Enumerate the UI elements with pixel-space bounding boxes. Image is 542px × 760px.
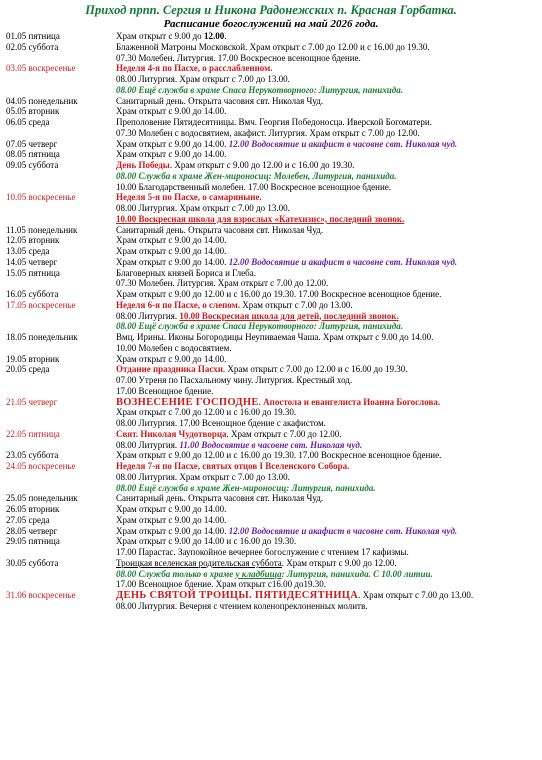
- entry-segment: . Храм открыт с 9.00 до 12.00 и с 16.00 до 19.30.: [169, 160, 355, 170]
- entry-text: [116, 429, 538, 440]
- entry-text: [116, 171, 538, 182]
- schedule-row: [6, 375, 538, 386]
- schedule-row: [6, 53, 538, 64]
- entry-segment: ДЕНЬ СВЯТОЙ ТРОИЦЫ. ПЯТИДЕСЯТНИЦА: [116, 590, 359, 601]
- entry-text: [116, 407, 538, 418]
- entry-text: [116, 569, 538, 580]
- entry-date: 06.05 среда: [6, 117, 50, 127]
- entry-text: [116, 440, 538, 451]
- entry-segment: Храм открыт с 9.00 до 14.00.: [116, 106, 227, 117]
- entry-segment: 08.00 Литургия. Храм открыт с 7.00 до 13.00.: [116, 203, 290, 213]
- schedule-row: [6, 579, 538, 590]
- entry-text: [116, 472, 538, 483]
- schedule-row: [6, 225, 538, 236]
- entry-date: 11.05 понедельник: [6, 224, 78, 235]
- entry-date: 21.05 четверг: [6, 396, 58, 407]
- entry-segment: . Храм открыт с 7.00 до 12.00.: [226, 428, 342, 439]
- entry-date: 19.05 вторник: [6, 353, 60, 364]
- entry-segment: Храм открыт с 9.00 до 12.00 и с 16.00 до 19.30. 17.00 Воскресное всенощное бдение.: [116, 450, 442, 461]
- entry-segment: у кладбища: [235, 568, 282, 579]
- parish-title: Приход прпп. Сергия и Никона Радонежских п. Красная Горбатка.: [85, 3, 457, 17]
- schedule-row: [6, 493, 538, 504]
- entry-text: [116, 42, 538, 53]
- schedule-row: [6, 526, 538, 537]
- entry-segment: Неделя 6-я по Пасхе, о слепом.: [116, 299, 240, 310]
- entry-text: [116, 160, 538, 171]
- entry-segment: 10.00 Молебен с водосвятием.: [116, 342, 232, 353]
- entry-text: [116, 257, 538, 268]
- entry-segment: .: [224, 31, 227, 41]
- schedule-list: [6, 31, 538, 612]
- entry-date: 13.05 среда: [6, 246, 50, 256]
- schedule-row: [6, 96, 538, 107]
- entry-segment: 07.00 Утреня по Пасхальному чину. Литургия. Крестный ход.: [116, 375, 353, 385]
- schedule-row: [6, 429, 538, 440]
- schedule-row: [6, 461, 538, 472]
- schedule-row: [6, 278, 538, 289]
- entry-text: [116, 235, 538, 246]
- entry-date: 18.05 понедельник: [6, 332, 78, 342]
- entry-date: 22.05 пятница: [6, 428, 60, 439]
- entry-segment: Санитарный день. Открыта часовня свт. Николая Чуд.: [116, 493, 324, 504]
- entry-segment: День Победы: [116, 160, 170, 170]
- entry-segment: Отдание праздника Пасхи: [116, 364, 223, 375]
- entry-text: [116, 515, 538, 526]
- entry-text: [116, 343, 538, 354]
- schedule-row: [6, 558, 538, 569]
- entry-text: [116, 63, 538, 74]
- schedule-row: [6, 440, 538, 451]
- schedule-row: [6, 160, 538, 171]
- schedule-row: [6, 128, 538, 139]
- schedule-row: [6, 547, 538, 558]
- schedule-row: [6, 117, 538, 128]
- entry-segment: 17.00 Всенощное бдение. Храм открыт с16.00 до19.30.: [116, 579, 327, 590]
- entry-text: [116, 375, 538, 386]
- schedule-row: [6, 63, 538, 74]
- entry-segment: 10.00 Благодарственный молебен. 17.00 Воскресное всенощное бдение.: [116, 181, 392, 192]
- entry-date: 05.05 вторник: [6, 106, 60, 117]
- entry-text: [116, 483, 538, 494]
- entry-text: [116, 364, 538, 375]
- entry-segment: 08.00 Служба только в храме: [116, 568, 236, 579]
- entry-segment: 12.00 Водосвятие и акафист в часовне свт. Николая чуд.: [228, 525, 458, 536]
- entry-segment: 08.00 Служба в храме Жен-мироносиц: Молебен, Литургия, панихида.: [116, 170, 397, 181]
- entry-segment: Санитарный день. Открыта часовня свт. Николая Чуд.: [116, 224, 324, 235]
- entry-text: [116, 214, 538, 225]
- entry-text: [116, 85, 538, 96]
- entry-text: [116, 289, 538, 300]
- schedule-row: [6, 289, 538, 300]
- entry-segment: 08.00 Литургия. Храм открыт с 7.00 до 13.00.: [116, 74, 290, 84]
- entry-segment: Благоверных князей Бориса и Глеба.: [116, 267, 256, 278]
- entry-text: [116, 558, 538, 569]
- entry-date: 23.05 суббота: [6, 450, 59, 461]
- schedule-row: [6, 31, 538, 42]
- entry-segment: : Литургия, панихида. С 10.00 литии.: [281, 568, 433, 579]
- entry-segment: Преполовение Пятидесятницы. Вмч. Георгия Победоносца. Иверской Богоматери.: [116, 117, 432, 127]
- entry-segment: 07.30 Молебен. Литургия. Храм открыт с 7.00 до 12.00.: [116, 278, 329, 289]
- entry-date: 16.05 суббота: [6, 289, 59, 299]
- schedule-row: [6, 235, 538, 246]
- schedule-row: [6, 601, 538, 612]
- entry-date: 03.05 воскресенье: [6, 63, 76, 74]
- schedule-row: [6, 332, 538, 343]
- schedule-row: [6, 268, 538, 279]
- entry-text: [116, 332, 538, 343]
- entry-text: [116, 31, 538, 42]
- schedule-row: [6, 407, 538, 418]
- entry-date: 29.05 пятница: [6, 536, 60, 547]
- schedule-row: [6, 364, 538, 375]
- entry-segment: 11.00 Водосвятие в часовне свт. Николая чуд.: [179, 439, 363, 450]
- schedule-row: [6, 504, 538, 515]
- entry-date: 01.05 пятница: [6, 31, 60, 41]
- entry-text: [116, 493, 538, 504]
- entry-segment: Свят. Николая Чудотворца: [116, 428, 227, 439]
- entry-text: [116, 418, 538, 429]
- entry-text: [116, 149, 538, 160]
- schedule-row: [6, 300, 538, 311]
- schedule-row: [6, 246, 538, 257]
- entry-segment: 08.00 Литургия. 17.00 Всенощное бдение с акафистом.: [116, 418, 326, 428]
- entry-segment: Блаженной Матроны Московской. Храм открыт с 7.00 до 12.00 и с 16.00 до 19.30.: [116, 41, 430, 52]
- entry-date: 28.05 четверг: [6, 525, 58, 536]
- entry-segment: Санитарный день. Открыта часовня свт. Николая Чуд.: [116, 95, 324, 106]
- entry-segment: 07.30 Молебен. Литургия. 17.00 Воскресное всенощное бдение.: [116, 52, 361, 63]
- entry-segment: 12.00 Водосвятие и акафист в часовне свт. Николая чуд.: [228, 256, 458, 267]
- entry-segment: Храм открыт с 9.00 до 12.00 и с 16.00 до 19.30. 17.00 Воскресное всенощное бдение.: [116, 289, 442, 299]
- entry-text: [116, 106, 538, 117]
- schedule-row: [6, 182, 538, 193]
- entry-text: [116, 300, 538, 311]
- schedule-row: [6, 450, 538, 461]
- entry-text: [116, 182, 538, 193]
- schedule-row: [6, 149, 538, 160]
- schedule-row: [6, 343, 538, 354]
- entry-segment: Вмц. Ирины. Иконы Богородицы Неупиваемая Чаша. Храм открыт с 9.00 до 14.00.: [116, 332, 434, 342]
- entry-segment: Храм открыт с 9.00 до 14.00.: [116, 256, 229, 267]
- entry-segment: Храм открыт с 7.00 до 12.00 и с 16.00 до 19.30.: [116, 407, 297, 418]
- entry-segment: 08.00 Литургия. Храм открыт с 7.00 до 13.00.: [116, 471, 290, 482]
- entry-text: [116, 139, 538, 150]
- entry-date: 12.05 вторник: [6, 235, 60, 246]
- entry-text: [116, 192, 538, 203]
- entry-date: 25.05 понедельник: [6, 493, 78, 504]
- entry-text: [116, 246, 538, 257]
- schedule-row: [6, 42, 538, 53]
- schedule-row: [6, 85, 538, 96]
- entry-segment: Храм открыт с 9.00 до 14.00.: [116, 504, 227, 514]
- entry-text: [116, 321, 538, 332]
- entry-text: [116, 547, 538, 558]
- entry-segment: Храм открыт с 9.00 до 14.00.: [116, 138, 229, 149]
- entry-text: [116, 354, 538, 365]
- entry-date: 08.05 пятница: [6, 149, 60, 160]
- entry-segment: Храм открыт с 7.00 до 13.00.: [239, 299, 353, 310]
- entry-text: [116, 579, 538, 590]
- entry-segment: Храм открыт с 9.00 до 14.00.: [116, 514, 227, 525]
- entry-text: [116, 504, 538, 515]
- entry-text: [116, 53, 538, 64]
- entry-segment: Неделя 4-я по Пасхе, о расслабленном.: [116, 63, 273, 74]
- entry-date: 02.05 суббота: [6, 41, 59, 52]
- entry-text: [116, 526, 538, 537]
- entry-text: [116, 117, 538, 128]
- schedule-row: [6, 386, 538, 397]
- schedule-row: [6, 536, 538, 547]
- entry-text: [116, 386, 538, 397]
- entry-date: 07.05 четверг: [6, 138, 58, 149]
- entry-date: 20.05 среда: [6, 364, 50, 375]
- entry-text: [116, 450, 538, 461]
- entry-text: [116, 225, 538, 236]
- entry-segment: 08.00 Литургия.: [116, 310, 180, 321]
- entry-text: [116, 536, 538, 547]
- entry-segment: Неделя 7-я по Пасхе, святых отцов I Вселенского Собора.: [116, 461, 350, 471]
- schedule-row: [6, 569, 538, 580]
- schedule-row: [6, 418, 538, 429]
- entry-segment: 10.00 Воскресная школа для взрослых «Катехизис», последний звонок.: [116, 213, 405, 224]
- entry-segment: 17.00 Всенощное бдение.: [116, 385, 214, 396]
- entry-segment: 12.00 Водосвятие и акафист в часовне свт. Николая чуд.: [228, 138, 458, 149]
- schedule-row: [6, 74, 538, 85]
- entry-date: 27.05 среда: [6, 514, 50, 525]
- schedule-row: [6, 515, 538, 526]
- schedule-row: [6, 321, 538, 332]
- entry-text: [116, 268, 538, 279]
- entry-segment: 10.00 Воскресная школа для детей, последний звонок.: [179, 310, 399, 321]
- entry-date: 17.05 воскресенье: [6, 299, 76, 310]
- entry-segment: Троицкая вселенская родительская суббота: [116, 557, 282, 568]
- entry-segment: Храм открыт с 9.00 до 14.00.: [116, 525, 229, 536]
- entry-segment: 08.00 Ещё служба в храме Спаса Нерукотворного: Литургия, панихида.: [116, 84, 403, 95]
- entry-text: [116, 74, 538, 85]
- schedule-row: [6, 472, 538, 483]
- entry-segment: Храм открыт с 9.00 до 14.00.: [116, 235, 227, 246]
- entry-segment: 12.00: [203, 31, 225, 41]
- entry-segment: . Апостола и евангелиста Иоанна Богослова.: [258, 396, 441, 407]
- entry-text: [116, 128, 538, 139]
- entry-date: 04.05 понедельник: [6, 95, 78, 106]
- entry-text: [116, 278, 538, 289]
- entry-date: 24.05 воскресенье: [6, 461, 76, 471]
- entry-text: [116, 461, 538, 472]
- schedule-subtitle: Расписание богослужений на май 2026 года.: [163, 18, 379, 30]
- entry-segment: 08.00 Ещё служба в храме Жен-мироносиц: Литургия, панихида.: [116, 482, 376, 493]
- entry-segment: Храм открыт с 9.00 до: [116, 31, 204, 41]
- entry-segment: Храм открыт с 9.00 до 14.00.: [116, 353, 227, 364]
- schedule-row: [6, 214, 538, 225]
- entry-date: 14.05 четверг: [6, 256, 58, 267]
- schedule-row: [6, 203, 538, 214]
- entry-segment: 08.00 Литургия. Вечерня с чтением коленопреклоненных молитв.: [116, 600, 368, 611]
- entry-text: [116, 601, 538, 612]
- schedule-row: [6, 483, 538, 494]
- entry-segment: ВОЗНЕСЕНИЕ ГОСПОДНЕ: [116, 396, 259, 408]
- entry-text: [116, 311, 538, 322]
- schedule-row: [6, 257, 538, 268]
- schedule-row: [6, 139, 538, 150]
- entry-segment: 07.30 Молебен с водосвятием, акафист. Литургия. Храм открыт с 7.00 до 12.00.: [116, 127, 420, 138]
- entry-segment: . Храм открыт с 7.00 до 12.00 и с 16.00 до 19.30.: [222, 364, 408, 375]
- entry-segment: Храм открыт с 9.00 до 14.00.: [116, 246, 227, 256]
- entry-text: [116, 203, 538, 214]
- entry-segment: 08.00 Литургия.: [116, 439, 180, 450]
- schedule-row: [6, 354, 538, 365]
- schedule-row: [6, 590, 538, 601]
- entry-date: 26.05 вторник: [6, 504, 60, 514]
- entry-date: 10.05 воскресенье: [6, 192, 76, 203]
- schedule-row: [6, 192, 538, 203]
- entry-segment: Неделя 5-я по Пасхе, о самаряныне.: [116, 192, 262, 203]
- schedule-row: [6, 171, 538, 182]
- entry-segment: Храм открыт с 9.00 до 14.00 и с 16.00 до 19.30.: [116, 536, 297, 547]
- schedule-row: [6, 106, 538, 117]
- entry-date: 09.05 суббота: [6, 160, 59, 170]
- entry-date: 15.05 пятница: [6, 267, 60, 278]
- entry-segment: 08.00 Ещё служба в храме Спаса Нерукотворного: Литургия, панихида.: [116, 321, 403, 332]
- entry-segment: Храм открыт с 9.00 до 14.00.: [116, 149, 227, 160]
- entry-segment: . Храм открыт с 9.00 до 12.00.: [281, 557, 397, 568]
- entry-date: 31.06 воскресенье: [6, 590, 76, 600]
- entry-segment: . Храм открыт с 7.00 до 13.00.: [358, 590, 474, 600]
- schedule-row: [6, 397, 538, 408]
- entry-date: 30.05 суббота: [6, 557, 59, 568]
- schedule-row: [6, 311, 538, 322]
- entry-text: [116, 96, 538, 107]
- entry-segment: 17.00 Парастас. Заупокойное вечернее богослужение с чтением 17 кафизмы.: [116, 547, 409, 557]
